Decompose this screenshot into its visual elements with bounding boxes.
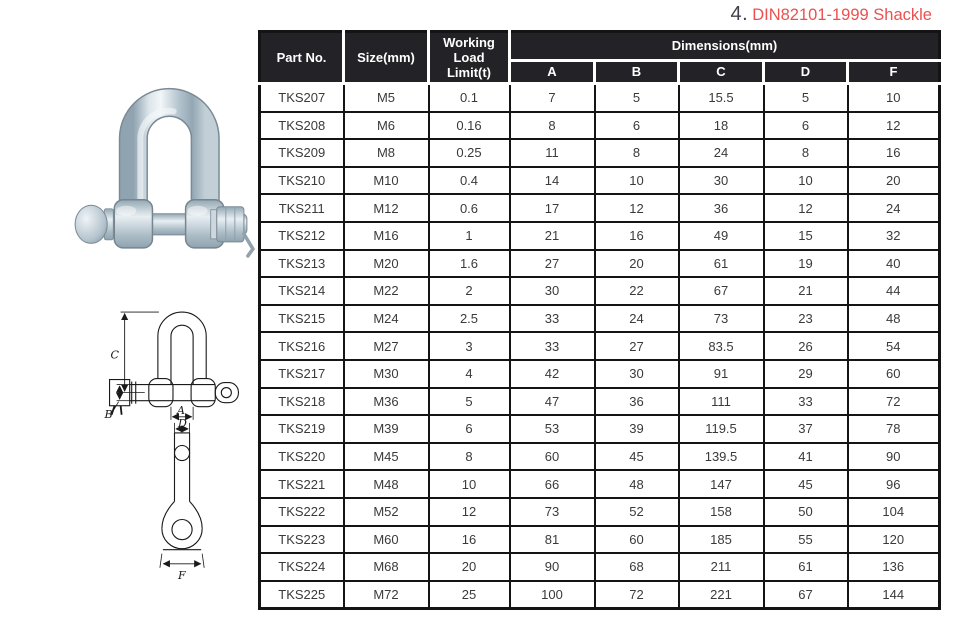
cell-a: 66 <box>510 470 595 498</box>
dim-label-c: C <box>110 348 120 362</box>
cell-b: 48 <box>595 470 679 498</box>
cell-size: M36 <box>344 388 429 416</box>
table-row <box>260 332 940 360</box>
cell-f: 90 <box>848 443 940 471</box>
cell-size: M16 <box>344 222 429 250</box>
cell-f: 60 <box>848 360 940 388</box>
cell-d: 5 <box>764 84 848 112</box>
table-row <box>260 194 940 222</box>
cell-part: TKS217 <box>260 360 344 388</box>
dim-label-d: D <box>178 416 187 430</box>
cell-a: 21 <box>510 222 595 250</box>
cell-wll: 6 <box>429 415 510 443</box>
cell-size: M45 <box>344 443 429 471</box>
cell-size: M22 <box>344 277 429 305</box>
cell-wll: 0.1 <box>429 84 510 112</box>
cell-part: TKS208 <box>260 112 344 140</box>
cell-a: 33 <box>510 305 595 333</box>
cell-a: 7 <box>510 84 595 112</box>
cell-b: 68 <box>595 553 679 581</box>
cell-f: 96 <box>848 470 940 498</box>
cell-wll: 2 <box>429 277 510 305</box>
cell-part: TKS213 <box>260 250 344 278</box>
cell-wll: 4 <box>429 360 510 388</box>
cell-d: 41 <box>764 443 848 471</box>
table-row <box>260 250 940 278</box>
cell-wll: 0.16 <box>429 112 510 140</box>
cell-part: TKS220 <box>260 443 344 471</box>
col-header-dim-c: C <box>679 61 764 84</box>
cell-a: 81 <box>510 526 595 554</box>
cell-c: 147 <box>679 470 764 498</box>
table-row <box>260 553 940 581</box>
page-title <box>731 1 932 29</box>
cell-part: TKS214 <box>260 277 344 305</box>
cell-b: 30 <box>595 360 679 388</box>
cell-size: M20 <box>344 250 429 278</box>
cell-size: M10 <box>344 167 429 195</box>
cell-wll: 8 <box>429 443 510 471</box>
cell-b: 36 <box>595 388 679 416</box>
cell-a: 100 <box>510 581 595 609</box>
col-header-dim-b: B <box>595 61 679 84</box>
col-header-dim-d: D <box>764 61 848 84</box>
cell-c: 15.5 <box>679 84 764 112</box>
cell-b: 6 <box>595 112 679 140</box>
shackle-photo <box>64 50 260 266</box>
cell-size: M5 <box>344 84 429 112</box>
cell-c: 36 <box>679 194 764 222</box>
cell-d: 37 <box>764 415 848 443</box>
cell-part: TKS209 <box>260 139 344 167</box>
cell-d: 23 <box>764 305 848 333</box>
cell-f: 144 <box>848 581 940 609</box>
col-header-dim-a: A <box>510 61 595 84</box>
cell-b: 72 <box>595 581 679 609</box>
spec-table <box>258 30 941 610</box>
cell-d: 50 <box>764 498 848 526</box>
cell-c: 91 <box>679 360 764 388</box>
cell-f: 78 <box>848 415 940 443</box>
cell-c: 61 <box>679 250 764 278</box>
cell-wll: 25 <box>429 581 510 609</box>
cell-size: M30 <box>344 360 429 388</box>
cell-part: TKS211 <box>260 194 344 222</box>
cell-b: 8 <box>595 139 679 167</box>
cell-size: M8 <box>344 139 429 167</box>
cell-f: 120 <box>848 526 940 554</box>
cell-f: 44 <box>848 277 940 305</box>
cell-b: 10 <box>595 167 679 195</box>
dim-label-f: F <box>178 568 186 582</box>
cell-size: M52 <box>344 498 429 526</box>
cell-a: 60 <box>510 443 595 471</box>
cell-wll: 0.4 <box>429 167 510 195</box>
cell-size: M39 <box>344 415 429 443</box>
cell-c: 73 <box>679 305 764 333</box>
section-title: DIN82101-1999 Shackle <box>752 6 932 24</box>
table-row <box>260 84 940 112</box>
cell-part: TKS210 <box>260 167 344 195</box>
table-row <box>260 360 940 388</box>
cell-part: TKS215 <box>260 305 344 333</box>
cell-d: 45 <box>764 470 848 498</box>
cell-a: 47 <box>510 388 595 416</box>
cell-wll: 5 <box>429 388 510 416</box>
cell-c: 185 <box>679 526 764 554</box>
cell-b: 52 <box>595 498 679 526</box>
cell-b: 45 <box>595 443 679 471</box>
cell-a: 53 <box>510 415 595 443</box>
cell-c: 139.5 <box>679 443 764 471</box>
cell-d: 12 <box>764 194 848 222</box>
cell-wll: 10 <box>429 470 510 498</box>
shackle-diagram <box>100 300 252 592</box>
cell-wll: 1.6 <box>429 250 510 278</box>
cell-d: 26 <box>764 332 848 360</box>
shackle-photo-image <box>64 50 260 266</box>
cell-c: 158 <box>679 498 764 526</box>
section-number: 4. <box>730 3 749 25</box>
cell-d: 55 <box>764 526 848 554</box>
cell-a: 27 <box>510 250 595 278</box>
cell-part: TKS225 <box>260 581 344 609</box>
cell-d: 8 <box>764 139 848 167</box>
cell-size: M12 <box>344 194 429 222</box>
table-row <box>260 443 940 471</box>
cell-wll: 1 <box>429 222 510 250</box>
table-row <box>260 167 940 195</box>
cell-c: 211 <box>679 553 764 581</box>
cell-c: 111 <box>679 388 764 416</box>
cell-a: 8 <box>510 112 595 140</box>
cell-b: 39 <box>595 415 679 443</box>
cell-f: 40 <box>848 250 940 278</box>
cell-part: TKS222 <box>260 498 344 526</box>
cell-b: 12 <box>595 194 679 222</box>
table-row <box>260 581 940 609</box>
dim-label-b: B <box>104 407 113 421</box>
cell-f: 20 <box>848 167 940 195</box>
cell-b: 22 <box>595 277 679 305</box>
table-row <box>260 415 940 443</box>
cell-wll: 20 <box>429 553 510 581</box>
cell-f: 32 <box>848 222 940 250</box>
cell-part: TKS212 <box>260 222 344 250</box>
cell-f: 72 <box>848 388 940 416</box>
table-row <box>260 388 940 416</box>
spec-table-header <box>260 32 940 84</box>
cell-size: M24 <box>344 305 429 333</box>
cell-part: TKS218 <box>260 388 344 416</box>
table-row <box>260 305 940 333</box>
col-header-size: Size(mm) <box>344 32 429 84</box>
cell-wll: 0.6 <box>429 194 510 222</box>
cell-c: 49 <box>679 222 764 250</box>
cell-f: 24 <box>848 194 940 222</box>
cell-part: TKS207 <box>260 84 344 112</box>
cell-a: 11 <box>510 139 595 167</box>
cell-size: M60 <box>344 526 429 554</box>
dim-label-a: A <box>177 403 186 417</box>
col-header-working-load-limit: Working Load Limit(t) <box>429 32 510 84</box>
cell-a: 17 <box>510 194 595 222</box>
cell-f: 12 <box>848 112 940 140</box>
cell-d: 67 <box>764 581 848 609</box>
cell-a: 30 <box>510 277 595 305</box>
cell-c: 221 <box>679 581 764 609</box>
spec-table-body <box>260 84 940 609</box>
cell-wll: 16 <box>429 526 510 554</box>
table-row <box>260 470 940 498</box>
table-row <box>260 139 940 167</box>
cell-part: TKS219 <box>260 415 344 443</box>
cell-size: M68 <box>344 553 429 581</box>
cell-part: TKS224 <box>260 553 344 581</box>
table-row <box>260 222 940 250</box>
cell-a: 42 <box>510 360 595 388</box>
cell-b: 60 <box>595 526 679 554</box>
cell-d: 10 <box>764 167 848 195</box>
cell-a: 73 <box>510 498 595 526</box>
cell-wll: 2.5 <box>429 305 510 333</box>
cell-a: 14 <box>510 167 595 195</box>
cell-f: 16 <box>848 139 940 167</box>
col-header-dimensions: Dimensions(mm) <box>510 32 940 61</box>
table-row <box>260 498 940 526</box>
cell-f: 104 <box>848 498 940 526</box>
cell-d: 21 <box>764 277 848 305</box>
cell-part: TKS223 <box>260 526 344 554</box>
cell-d: 6 <box>764 112 848 140</box>
cell-d: 15 <box>764 222 848 250</box>
cell-b: 20 <box>595 250 679 278</box>
cell-a: 33 <box>510 332 595 360</box>
table-row <box>260 277 940 305</box>
cell-c: 18 <box>679 112 764 140</box>
cell-b: 16 <box>595 222 679 250</box>
cell-c: 119.5 <box>679 415 764 443</box>
cell-part: TKS216 <box>260 332 344 360</box>
cell-f: 10 <box>848 84 940 112</box>
col-header-part-no: Part No. <box>260 32 344 84</box>
cell-c: 24 <box>679 139 764 167</box>
cell-a: 90 <box>510 553 595 581</box>
cell-size: M72 <box>344 581 429 609</box>
cell-d: 29 <box>764 360 848 388</box>
cell-b: 5 <box>595 84 679 112</box>
table-row <box>260 112 940 140</box>
cell-wll: 3 <box>429 332 510 360</box>
cell-size: M27 <box>344 332 429 360</box>
cell-wll: 12 <box>429 498 510 526</box>
cell-part: TKS221 <box>260 470 344 498</box>
cell-size: M48 <box>344 470 429 498</box>
cell-size: M6 <box>344 112 429 140</box>
cell-c: 30 <box>679 167 764 195</box>
cell-b: 27 <box>595 332 679 360</box>
cell-f: 48 <box>848 305 940 333</box>
cell-d: 61 <box>764 553 848 581</box>
cell-c: 83.5 <box>679 332 764 360</box>
cell-wll: 0.25 <box>429 139 510 167</box>
col-header-dim-f: F <box>848 61 940 84</box>
cell-d: 19 <box>764 250 848 278</box>
cell-b: 24 <box>595 305 679 333</box>
cell-f: 136 <box>848 553 940 581</box>
shackle-technical-drawing <box>100 300 252 592</box>
cell-c: 67 <box>679 277 764 305</box>
cell-d: 33 <box>764 388 848 416</box>
cell-f: 54 <box>848 332 940 360</box>
table-row <box>260 526 940 554</box>
